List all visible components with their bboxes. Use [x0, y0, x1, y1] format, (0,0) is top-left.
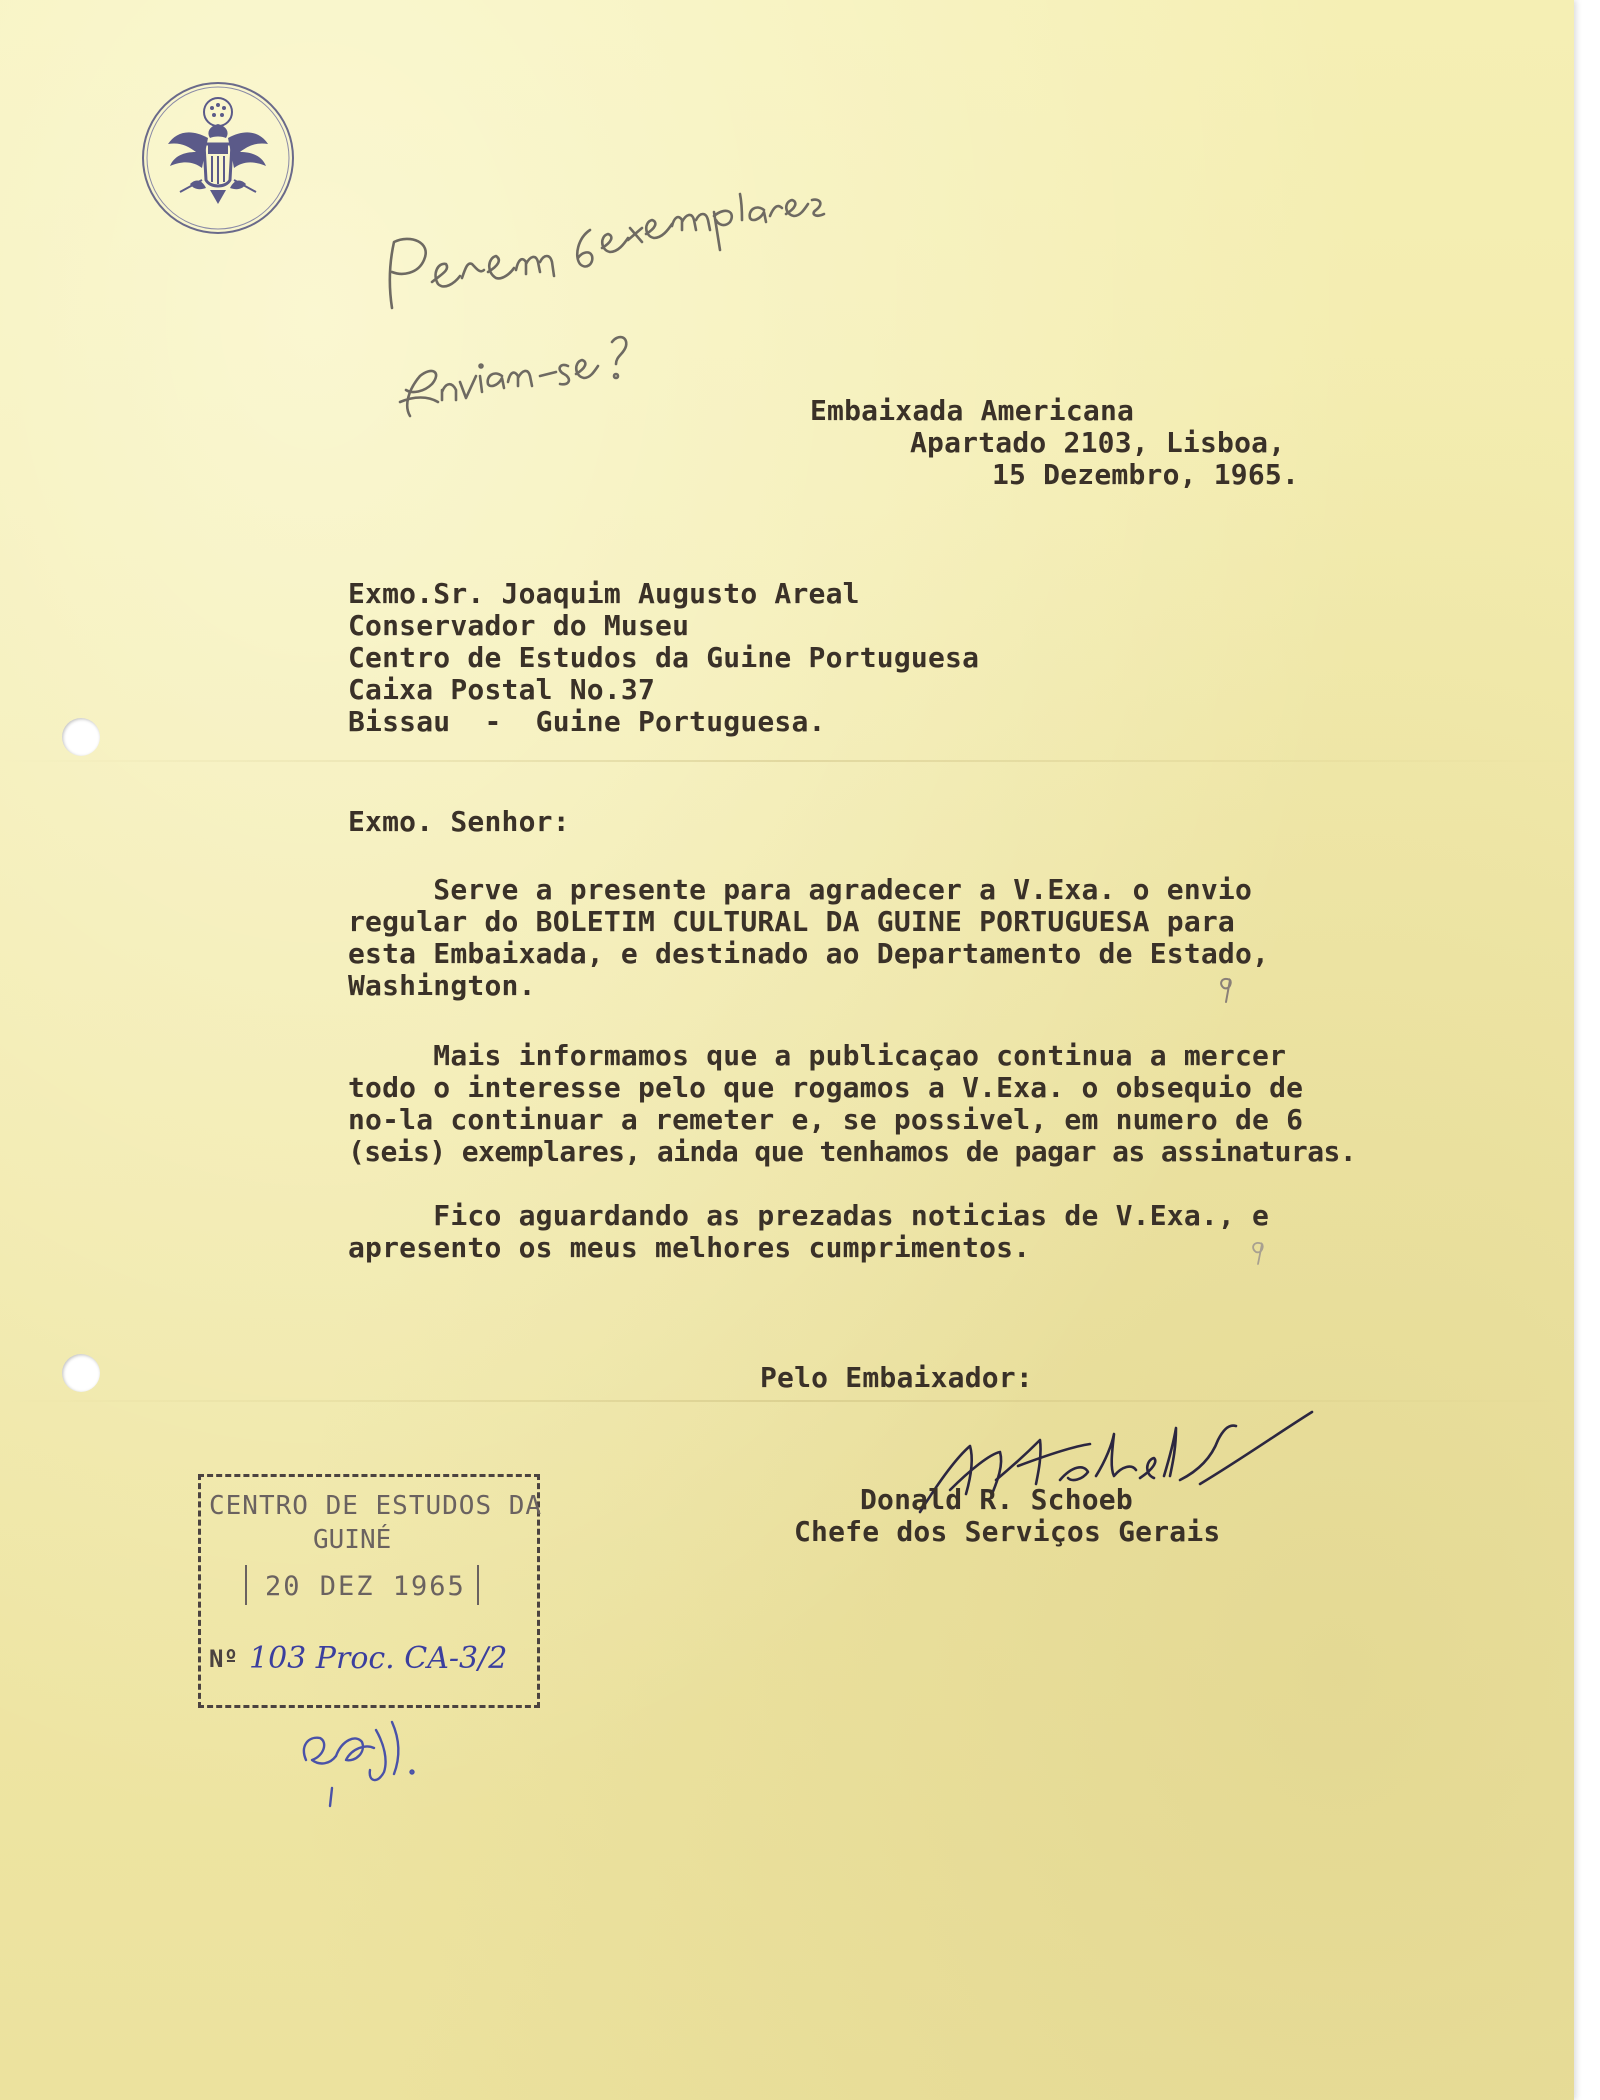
paragraph-1-line: Serve a presente para agradecer a V.Exa. o envio [348, 873, 1253, 906]
paragraph-1-line: Washington. [348, 969, 536, 1002]
stamp-number-prefix: Nº [209, 1645, 238, 1673]
punch-hole [62, 1354, 100, 1392]
embassy-seal-icon [140, 80, 296, 236]
stamp-line-2: GUINÉ [313, 1525, 392, 1555]
signatory-title: Chefe dos Serviços Gerais [794, 1515, 1221, 1548]
received-stamp [198, 1474, 543, 1708]
letter-date: 15 Dezembro, 1965. [992, 458, 1300, 491]
recipient-line-3: Centro de Estudos da Guine Portuguesa [348, 641, 980, 674]
stamp-date: 20 DEZ 1965 [265, 1571, 466, 1602]
sender-line-1: Embaixada Americana [810, 394, 1135, 427]
paragraph-1-line: esta Embaixada, e destinado ao Departamento de Estado, [348, 937, 1270, 970]
paragraph-2-line: (seis) exemplares, ainda que tenhamos de pagar as assinaturas. [348, 1135, 1356, 1168]
recipient-line-1: Exmo.Sr. Joaquim Augusto Areal [348, 577, 860, 610]
paragraph-3-line: apresento os meus melhores cumprimentos. [348, 1231, 1031, 1264]
stamp-number: 103 Proc. CA-3/2 [249, 1641, 508, 1676]
paragraph-1-line: regular do BOLETIM CULTURAL DA GUINE PORTUGUESA para [348, 905, 1235, 938]
fold-crease [0, 760, 1574, 762]
paragraph-2-line: todo o interesse pelo que rogamos a V.Exa. o obsequio de [348, 1071, 1304, 1104]
stamp-line-1: CENTRO DE ESTUDOS DA [209, 1491, 543, 1521]
closing-line: Pelo Embaixador: [760, 1361, 1033, 1394]
recipient-line-5: Bissau - Guine Portuguesa. [348, 705, 826, 738]
recipient-line-4: Caixa Postal No.37 [348, 673, 656, 706]
sender-line-2: Apartado 2103, Lisboa, [910, 426, 1286, 459]
pencil-mark [1246, 1236, 1272, 1270]
recipient-line-2: Conservador do Museu [348, 609, 690, 642]
fold-crease [0, 1400, 1574, 1402]
blue-ink-initials [296, 1700, 456, 1810]
paragraph-2-line: Mais informamos que a publicaçao continua a mercer [348, 1039, 1287, 1072]
pencil-mark [1212, 972, 1242, 1006]
salutation: Exmo. Senhor: [348, 805, 570, 838]
paragraph-3-line: Fico aguardando as prezadas noticias de V.Exa., e [348, 1199, 1270, 1232]
punch-hole [62, 718, 100, 756]
paragraph-2-line: no-la continuar a remeter e, se possivel, em numero de 6 [348, 1103, 1304, 1136]
signatory-name: Donald R. Schoeb [860, 1483, 1133, 1516]
